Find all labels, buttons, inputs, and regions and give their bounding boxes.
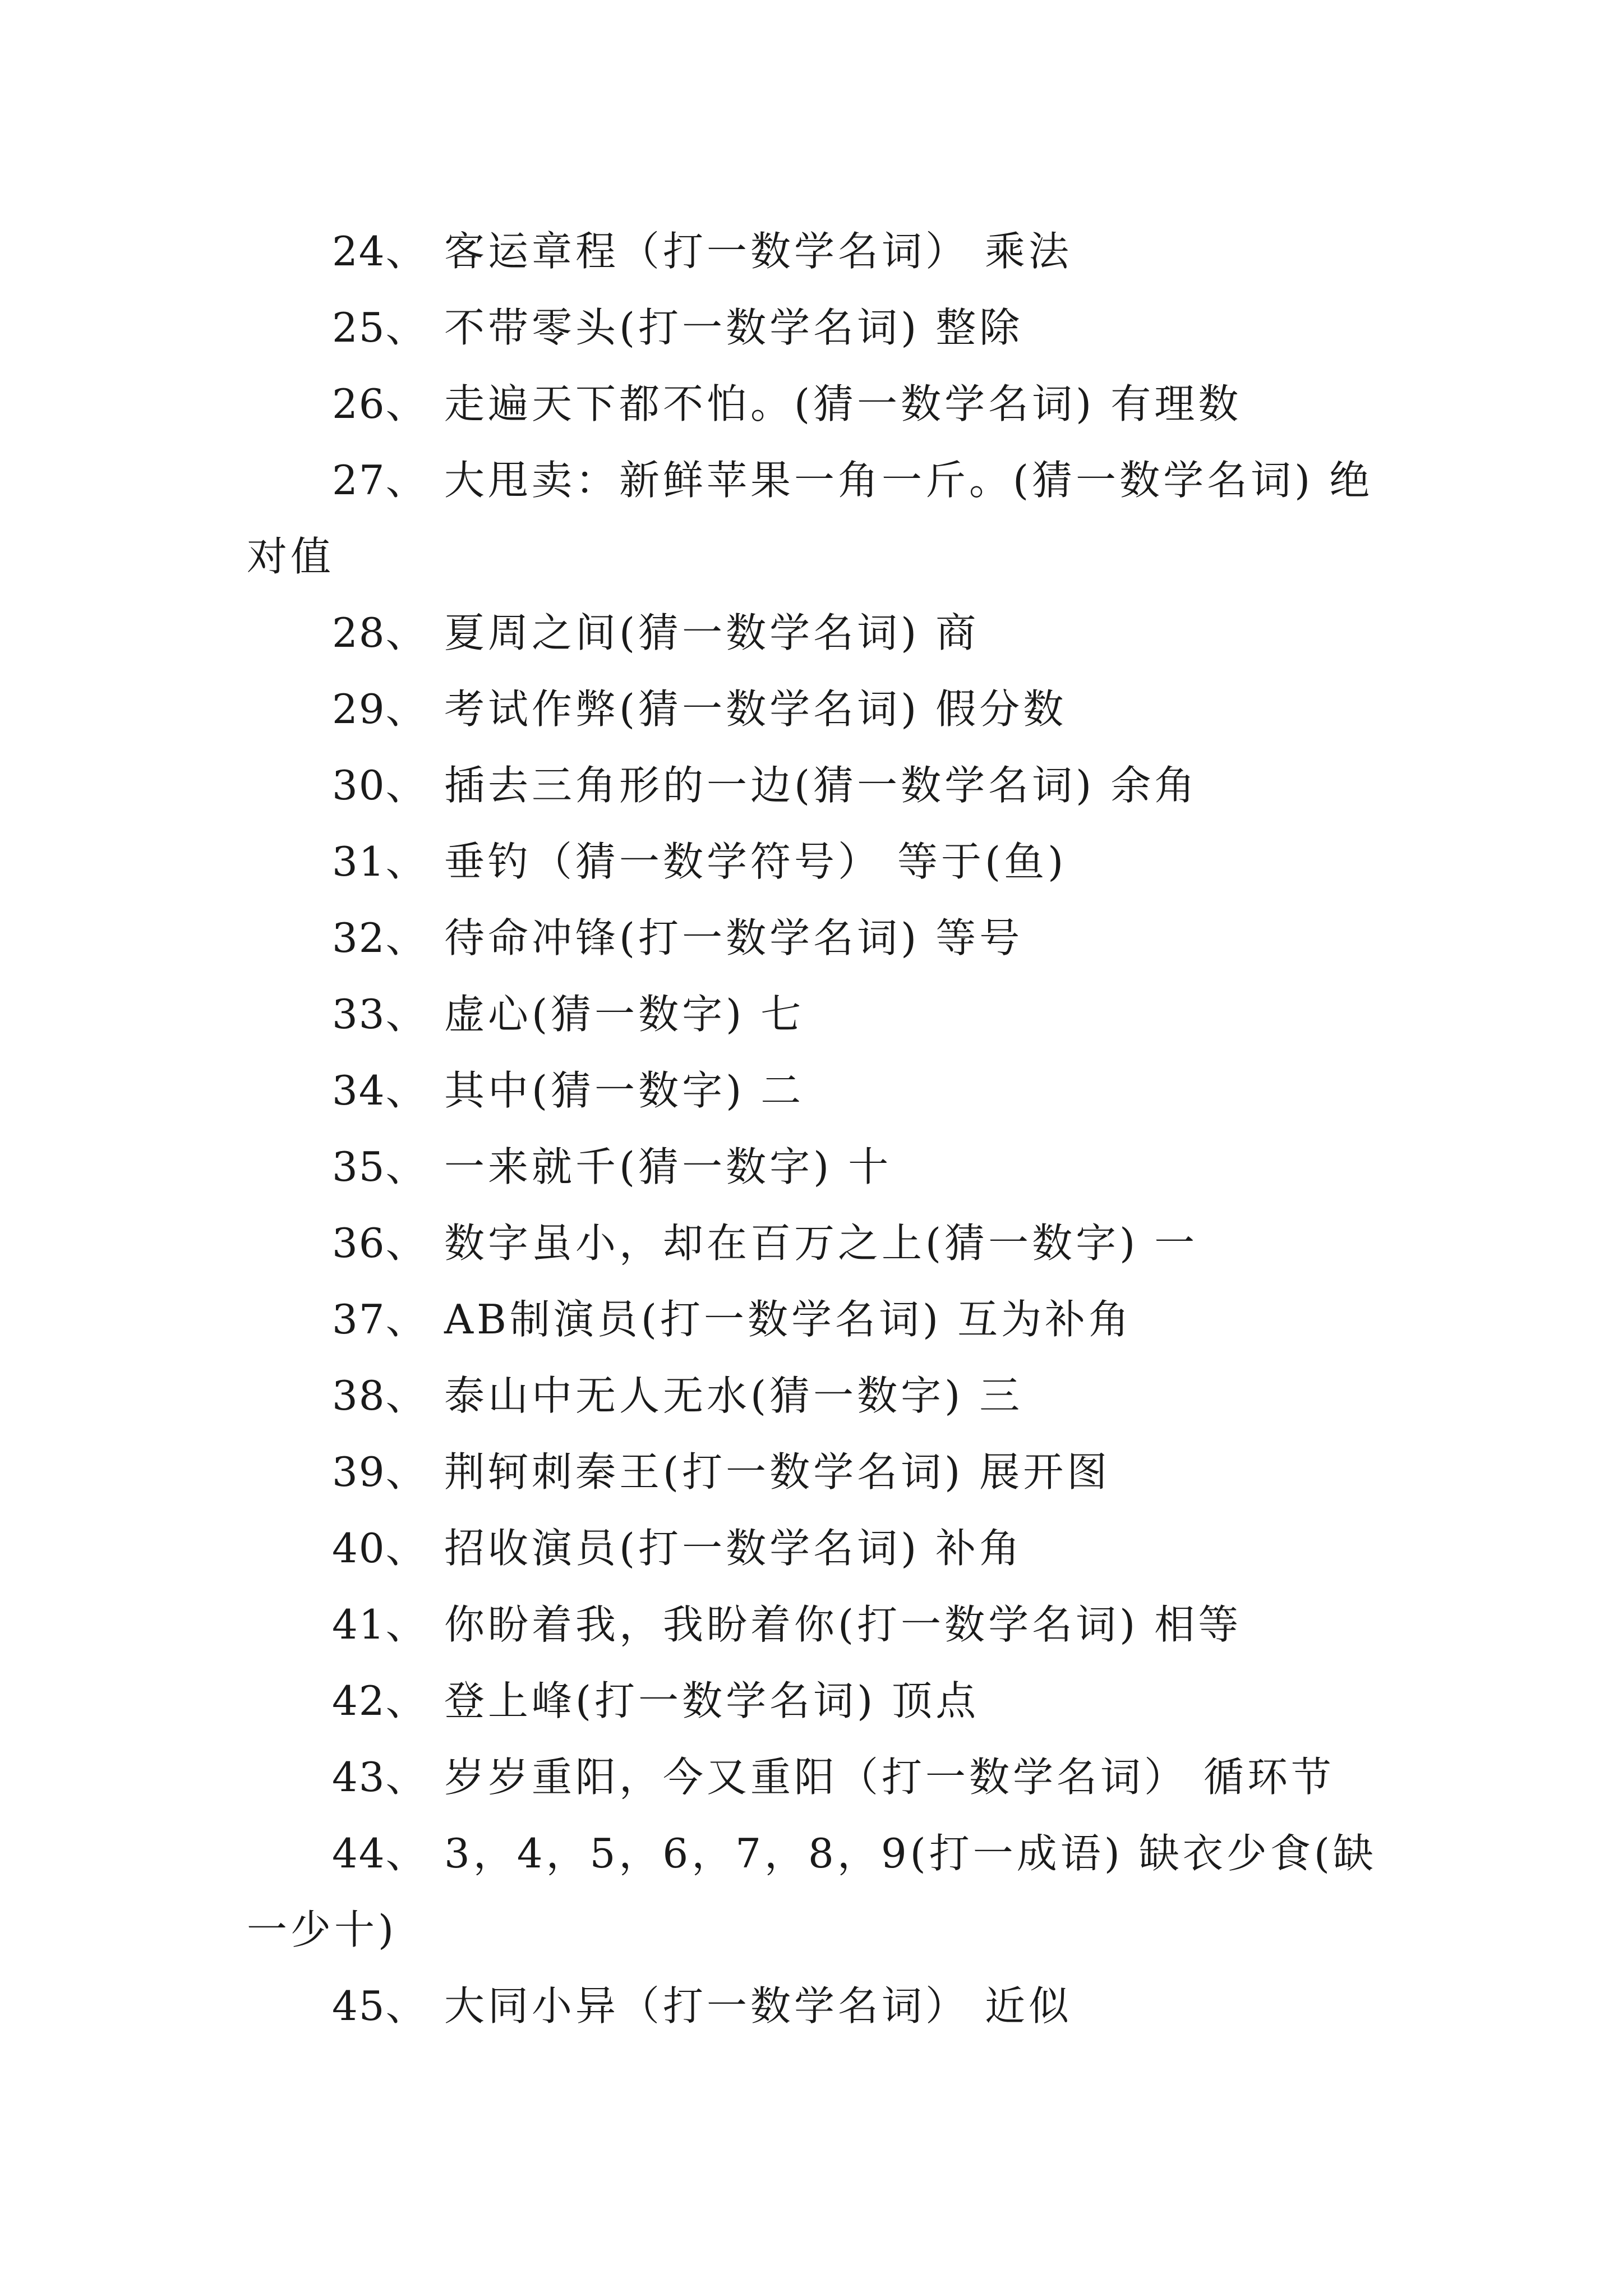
list-item	[247, 1129, 1385, 1205]
item-number: 36、	[332, 1220, 427, 1267]
riddle-text: 考试作弊(猜一数学名词)	[444, 685, 920, 733]
riddle-text: 插去三角形的一边(猜一数学名词)	[444, 762, 1095, 809]
item-number: 42、	[332, 1677, 427, 1724]
list-item	[247, 366, 1385, 442]
item-number: 44、	[332, 1830, 427, 1877]
item-number: 43、	[332, 1754, 427, 1801]
item-number: 37、	[332, 1296, 427, 1343]
item-number: 25、	[332, 304, 427, 351]
item-number: 38、	[332, 1372, 427, 1419]
answer-text: 缺衣少食(缺一少十)	[247, 1830, 1377, 1953]
riddle-text: 夏周之间(猜一数学名词)	[444, 609, 920, 656]
riddle-text: 虚心(猜一数字)	[444, 991, 745, 1038]
riddle-text: 垂钓（猜一数学符号）	[444, 838, 882, 885]
list-item	[247, 1968, 1385, 2044]
list-item	[247, 1281, 1385, 1358]
list-item	[247, 1434, 1385, 1510]
list-item	[247, 213, 1385, 289]
riddle-text: 一来就千(猜一数字)	[444, 1143, 833, 1190]
list-item	[247, 1815, 1385, 1968]
riddle-text: 数字虽小，却在百万之上(猜一数字)	[444, 1220, 1139, 1267]
riddle-text: 其中(猜一数字)	[444, 1067, 745, 1114]
answer-text: 等于(鱼)	[897, 838, 1067, 885]
riddle-text: 大甩卖：新鲜苹果一角一斤。(猜一数学名词)	[444, 457, 1314, 504]
item-number: 24、	[332, 228, 427, 275]
riddle-text: AB制演员(打一数学名词)	[444, 1296, 942, 1343]
item-number: 30、	[332, 762, 427, 809]
riddle-text: 岁岁重阳，今又重阳（打一数学名词）	[444, 1754, 1188, 1801]
list-item	[247, 595, 1385, 671]
answer-text: 十	[848, 1143, 892, 1190]
list-item	[247, 671, 1385, 747]
answer-text: 等号	[935, 914, 1023, 961]
answer-text: 近似	[985, 1982, 1073, 2030]
answer-text: 乘法	[985, 228, 1073, 275]
list-item	[247, 442, 1385, 595]
list-item	[247, 1586, 1385, 1663]
answer-text: 绝对值	[247, 457, 1373, 580]
answer-text: 相等	[1154, 1601, 1242, 1648]
list-item	[247, 1358, 1385, 1434]
list-item	[247, 747, 1385, 823]
item-number: 32、	[332, 914, 427, 961]
answer-text: 三	[979, 1372, 1023, 1419]
item-number: 29、	[332, 685, 427, 733]
list-item	[247, 1052, 1385, 1129]
answer-text: 补角	[935, 1525, 1023, 1572]
item-number: 39、	[332, 1448, 427, 1496]
list-item	[247, 289, 1385, 366]
riddle-text: 3，4，5，6，7，8，9(打一成语)	[444, 1830, 1123, 1877]
answer-text: 七	[760, 991, 805, 1038]
item-number: 34、	[332, 1067, 427, 1114]
item-number: 40、	[332, 1525, 427, 1572]
list-item	[247, 1510, 1385, 1586]
item-number: 26、	[332, 380, 427, 427]
item-number: 27、	[332, 457, 427, 504]
riddle-list	[247, 213, 1385, 2044]
item-number: 31、	[332, 838, 427, 885]
item-number: 41、	[332, 1601, 427, 1648]
answer-text: 假分数	[935, 685, 1067, 733]
riddle-text: 招收演员(打一数学名词)	[444, 1525, 920, 1572]
riddle-text: 登上峰(打一数学名词)	[444, 1677, 877, 1724]
riddle-text: 走遍天下都不怕。(猜一数学名词)	[444, 380, 1095, 427]
answer-text: 商	[935, 609, 980, 656]
answer-text: 有理数	[1110, 380, 1242, 427]
answer-text: 循环节	[1204, 1754, 1335, 1801]
list-item	[247, 976, 1385, 1052]
riddle-text: 泰山中无人无水(猜一数字)	[444, 1372, 964, 1419]
riddle-text: 不带零头(打一数学名词)	[444, 304, 920, 351]
answer-text: 一	[1154, 1220, 1198, 1267]
riddle-text: 你盼着我，我盼着你(打一数学名词)	[444, 1601, 1139, 1648]
answer-text: 顶点	[892, 1677, 980, 1724]
answer-text: 二	[760, 1067, 805, 1114]
answer-text: 互为补角	[957, 1296, 1133, 1343]
answer-text: 整除	[935, 304, 1023, 351]
item-number: 28、	[332, 609, 427, 656]
item-number: 33、	[332, 991, 427, 1038]
riddle-text: 待命冲锋(打一数学名词)	[444, 914, 920, 961]
list-item	[247, 900, 1385, 976]
riddle-text: 大同小异（打一数学名词）	[444, 1982, 970, 2030]
answer-text: 余角	[1110, 762, 1198, 809]
list-item	[247, 1663, 1385, 1739]
list-item	[247, 1205, 1385, 1281]
item-number: 45、	[332, 1982, 427, 2030]
list-item	[247, 1739, 1385, 1815]
answer-text: 展开图	[979, 1448, 1111, 1496]
riddle-text: 客运章程（打一数学名词）	[444, 228, 970, 275]
riddle-text: 荆轲刺秦王(打一数学名词)	[444, 1448, 964, 1496]
item-number: 35、	[332, 1143, 427, 1190]
list-item	[247, 823, 1385, 900]
